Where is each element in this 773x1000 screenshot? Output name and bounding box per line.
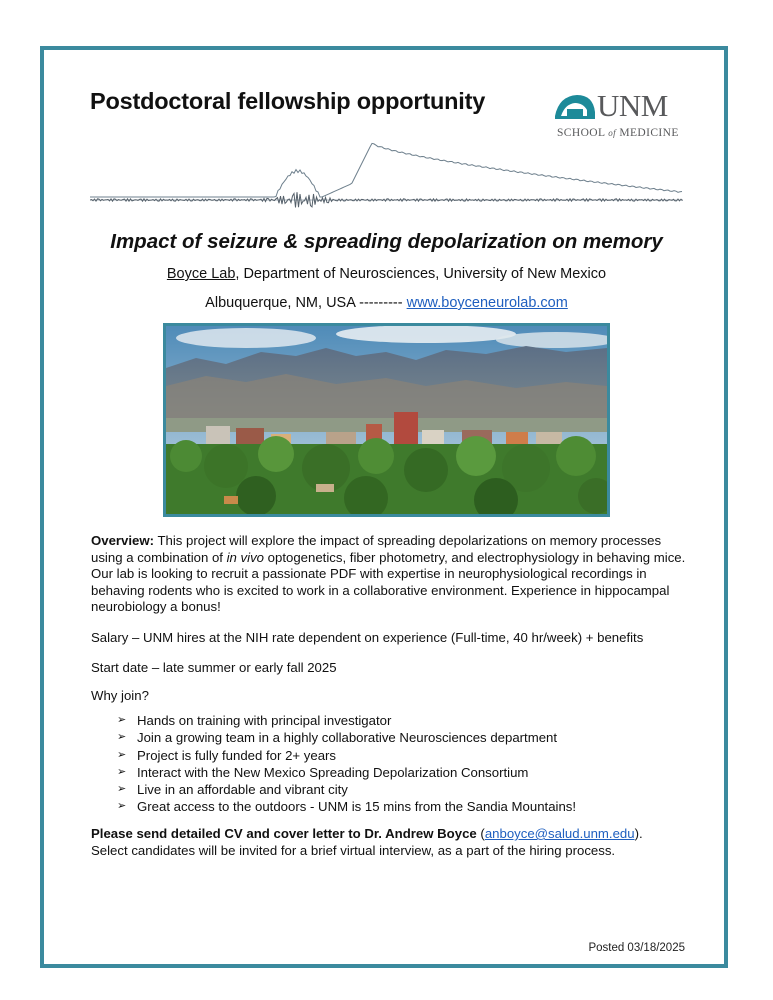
city-photo: [163, 323, 610, 517]
overview-paragraph: Overview: This project will explore the impact of spreading depolarizations on memory processes using a combination of in vivo optogenetics, fiber photometry, and electrophysiology in behaving mice. Our lab is looking to recruit a passionate PDF with expertise in neurophysiological recordings in behaving rodents who is excited to work in a collaborative environment. Experience in hippocampal neurobiology a bonus!: [91, 533, 686, 614]
website-link[interactable]: www.boyceneurolab.com: [406, 295, 568, 311]
posted-date: Posted 03/18/2025: [588, 942, 685, 954]
why-join-heading: Why join?: [91, 688, 149, 703]
trace-upper-line: [90, 143, 682, 197]
logo-unm-text: UNM: [597, 88, 668, 123]
albuquerque-skyline-photo: [166, 326, 607, 514]
email-link[interactable]: anboyce@salud.unm.edu: [484, 826, 635, 841]
arrow-bullet-icon: ➢: [117, 765, 127, 778]
list-item: ➢ Great access to the outdoors - UNM is 15 mins from the Sandia Mountains!: [117, 799, 577, 815]
arrow-bullet-icon: ➢: [117, 714, 127, 726]
why-join-list: [117, 712, 576, 816]
electrophysiology-trace: [90, 133, 683, 217]
arrow-bullet-icon: ➢: [117, 731, 127, 744]
list-item: ➢ Project is fully funded for 2+ years: [117, 747, 337, 763]
arrow-bullet-icon: ➢: [117, 783, 127, 796]
list-item: ➢ Interact with the New Mexico Spreading Depolarization Consortium: [117, 764, 529, 780]
unm-sun-icon: [553, 90, 597, 124]
location-line: Albuquerque, NM, USA --------- www.boyceneurolab.com: [205, 295, 568, 311]
arrow-bullet-icon: ➢: [117, 800, 127, 813]
logo-school-text: SCHOOL of MEDICINE: [557, 127, 679, 139]
arrow-bullet-icon: ➢: [117, 748, 127, 761]
list-item: ➢ Join a growing team in a highly collaborative Neurosciences department: [117, 730, 558, 746]
start-date-line: Start date – late summer or early fall 2025: [91, 660, 337, 675]
page-title: Postdoctoral fellowship opportunity: [90, 88, 486, 114]
poster-subtitle: Impact of seizure & spreading depolarization on memory: [110, 230, 663, 253]
affiliation-line: Boyce Lab, Department of Neurosciences, University of New Mexico: [166, 266, 607, 282]
list-item: ➢ Hands on training with principal investigator: [117, 713, 392, 728]
contact-paragraph: Please send detailed CV and cover letter to Dr. Andrew Boyce (anboyce@salud.unm.edu). Select candidates will be invited for a brief virtual interview, as a part of the hiring process.: [91, 826, 643, 858]
boyce-lab-link[interactable]: Boyce Lab: [166, 266, 236, 282]
salary-line: Salary – UNM hires at the NIH rate dependent on experience (Full-time, 40 hr/week) + benefits: [91, 630, 644, 645]
trace-lower-line: [90, 192, 683, 207]
list-item: ➢ Live in an affordable and vibrant city: [117, 782, 348, 798]
